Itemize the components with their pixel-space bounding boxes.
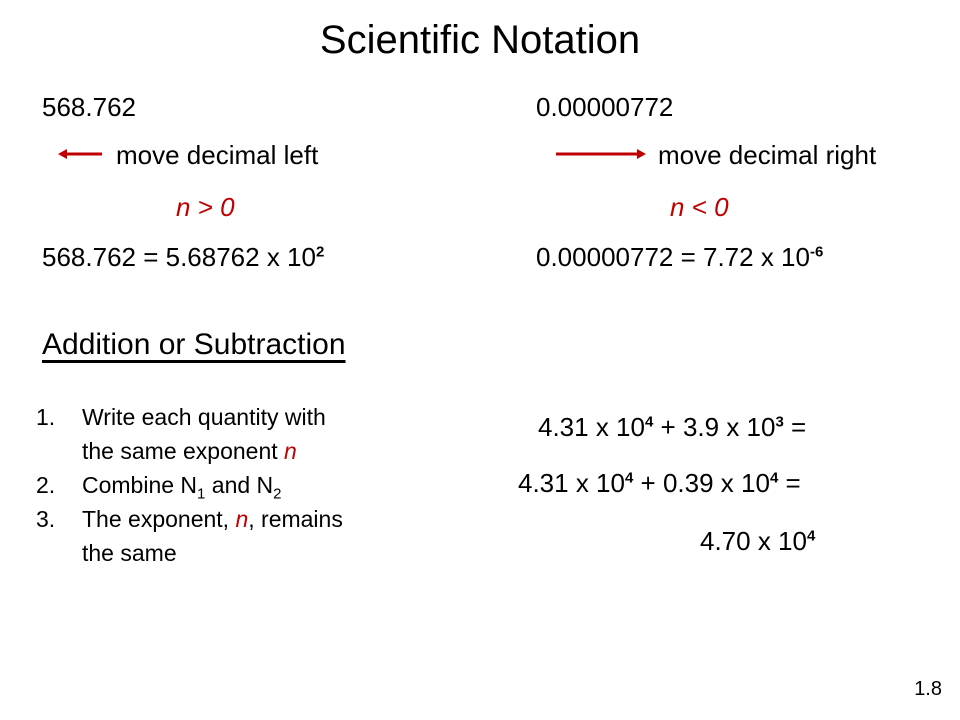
example-equals: =: [783, 412, 807, 442]
left-equation-exponent: 2: [315, 243, 325, 261]
example-exponent: 4: [769, 469, 779, 487]
left-number: 568.762: [42, 92, 136, 122]
step-text: The exponent,: [82, 506, 236, 532]
right-number: 0.00000772: [536, 92, 674, 122]
example-term: 4.31 x 10: [518, 468, 625, 498]
right-arrow-icon: [556, 148, 646, 160]
example-exponent: 4: [644, 413, 654, 431]
example-line-2: [518, 468, 801, 499]
step-subscript: 2: [273, 485, 282, 503]
step-variable: n: [284, 438, 297, 464]
left-arrow-icon: [58, 148, 102, 160]
example-term: + 3.9 x 10: [653, 412, 776, 442]
right-direction: move decimal right: [658, 140, 877, 170]
steps-list: [36, 400, 343, 570]
right-condition: n < 0: [670, 192, 729, 222]
left-equation: [42, 242, 324, 273]
page-title: Scientific Notation: [319, 18, 641, 62]
step-text: and N: [205, 472, 274, 498]
left-direction: move decimal left: [116, 140, 319, 170]
example-term: + 0.39 x 10: [633, 468, 770, 498]
step-number: 3.: [36, 506, 56, 532]
left-equation-base: 568.762 = 5.68762 x 10: [42, 242, 316, 272]
step-text: Combine N: [82, 472, 198, 498]
example-exponent: 4: [806, 527, 816, 545]
right-equation-exponent: -6: [809, 243, 824, 261]
right-equation: [536, 242, 823, 273]
step-text: the same: [82, 540, 177, 566]
page-number: 1.8: [914, 678, 942, 700]
step-item: [36, 502, 343, 536]
step-item: [36, 468, 343, 502]
step-number: 2.: [36, 472, 56, 498]
example-result: [700, 526, 815, 557]
step-item-continued: [36, 434, 343, 468]
step-text: Write each quantity with: [82, 404, 326, 430]
right-equation-base: 0.00000772 = 7.72 x 10: [536, 242, 810, 272]
left-condition: n > 0: [176, 192, 235, 222]
example-term: 4.31 x 10: [538, 412, 645, 442]
example-line-1: [538, 412, 806, 443]
step-variable: n: [235, 506, 249, 532]
step-text: , remains: [248, 506, 343, 532]
section-heading: Addition or Subtraction: [42, 328, 346, 361]
step-text: the same exponent: [82, 438, 285, 464]
example-equals: =: [778, 468, 801, 498]
example-exponent: 3: [775, 413, 784, 431]
step-item: [36, 400, 343, 434]
step-item-continued: [36, 536, 343, 570]
example-term: 4.70 x 10: [700, 526, 807, 556]
example-exponent: 4: [624, 469, 634, 487]
step-subscript: 1: [197, 485, 206, 503]
step-number: 1.: [36, 404, 56, 430]
